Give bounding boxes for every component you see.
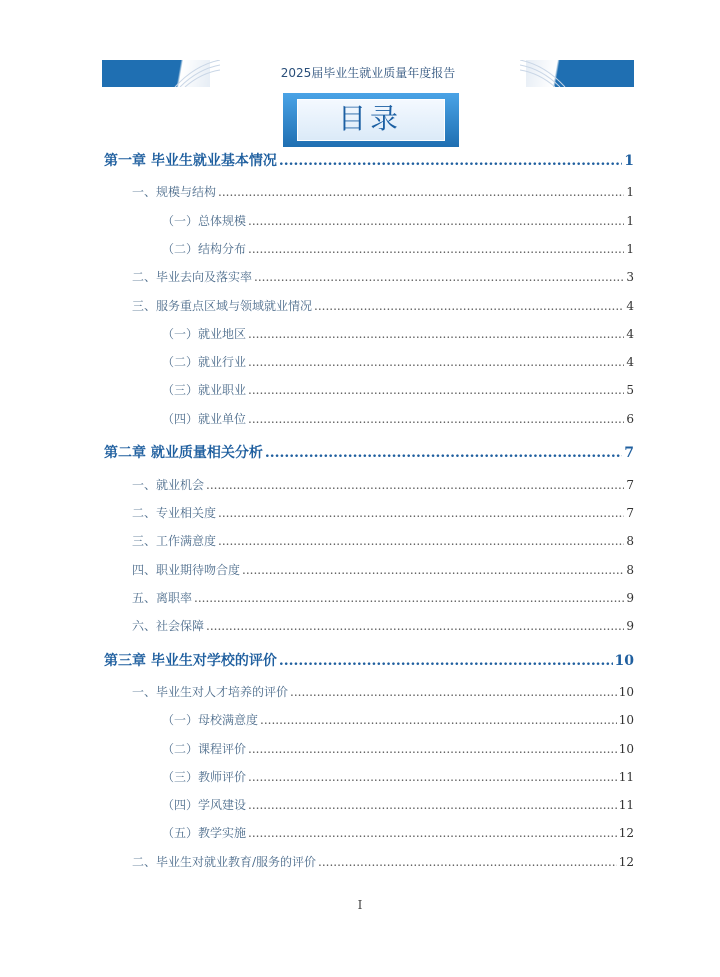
toc-entry-title: 三、服务重点区域与领域就业情况: [132, 299, 313, 313]
toc-leader-dots: [248, 742, 617, 756]
toc-entry-page: 9: [626, 591, 634, 605]
toc-entry-page: 5: [626, 383, 634, 397]
toc-entry-sub[interactable]: [162, 325, 634, 342]
toc-entry-page: 8: [626, 563, 634, 577]
toc-leader-dots: [279, 153, 622, 169]
toc-entry-chapter[interactable]: [104, 150, 634, 170]
toc-entry-section[interactable]: [132, 183, 634, 200]
report-header-title: 2025届毕业生就业质量年度报告: [280, 66, 456, 80]
toc-leader-dots: [279, 653, 613, 669]
toc-leader-dots: [206, 619, 624, 633]
toc-entry-section[interactable]: [132, 268, 634, 285]
toc-entry-title: （一）总体规模: [162, 214, 247, 228]
toc-entry-title: 第三章 毕业生对学校的评价: [104, 653, 277, 669]
toc-leader-dots: [318, 855, 617, 869]
toc-entry-sub[interactable]: [162, 410, 634, 427]
toc-entry-page: 10: [618, 713, 634, 727]
toc-entry-page: 9: [626, 619, 634, 633]
toc-entry-title: （四）就业单位: [162, 412, 247, 426]
toc-leader-dots: [248, 383, 624, 397]
toc-entry-title: 第二章 就业质量相关分析: [104, 445, 263, 461]
toc-entry-section[interactable]: [132, 297, 634, 314]
toc-title: 目录: [337, 102, 402, 135]
toc-leader-dots: [248, 798, 617, 812]
toc-entry-sub[interactable]: [162, 212, 634, 229]
toc-leader-dots: [248, 412, 624, 426]
toc-entry-title: （四）学风建设: [162, 798, 247, 812]
toc-entry-page: 10: [618, 685, 634, 699]
toc-entry-sub[interactable]: [162, 240, 634, 257]
toc-entry-title: 二、毕业生对就业教育/服务的评价: [132, 855, 317, 869]
toc-entry-section[interactable]: [132, 476, 634, 493]
toc-entry-sub[interactable]: [162, 768, 634, 785]
toc-entry-page: 1: [626, 185, 634, 199]
toc-banner: [283, 93, 459, 147]
toc-leader-dots: [218, 185, 624, 199]
toc-entry-title: 二、专业相关度: [132, 506, 217, 520]
toc-entry-page: 8: [626, 534, 634, 548]
toc-leader-dots: [206, 478, 624, 492]
toc-entry-page: 6: [626, 412, 634, 426]
toc-entry-chapter[interactable]: [104, 442, 634, 462]
toc-entry-page: 1: [626, 214, 634, 228]
toc-entry-sub[interactable]: [162, 740, 634, 757]
toc-leader-dots: [242, 563, 624, 577]
toc-entry-title: 一、毕业生对人才培养的评价: [132, 685, 289, 699]
toc-leader-dots: [248, 327, 624, 341]
toc-entry-title: 一、就业机会: [132, 478, 205, 492]
toc-entry-title: （二）就业行业: [162, 355, 247, 369]
toc-entry-title: （三）就业职业: [162, 383, 247, 397]
toc-entry-section[interactable]: [132, 589, 634, 606]
toc-entry-sub[interactable]: [162, 353, 634, 370]
toc-entry-title: 一、规模与结构: [132, 185, 217, 199]
toc-entry-title: （二）结构分布: [162, 242, 247, 256]
toc-entry-section[interactable]: [132, 504, 634, 521]
toc-entry-title: （五）教学实施: [162, 826, 247, 840]
toc-leader-dots: [218, 506, 624, 520]
toc-entry-page: 10: [614, 653, 634, 669]
toc-leader-dots: [314, 299, 624, 313]
toc-entry-title: 第一章 毕业生就业基本情况: [104, 153, 277, 169]
toc-entry-chapter[interactable]: [104, 650, 634, 670]
toc-entry-section[interactable]: [132, 561, 634, 578]
toc-leader-dots: [254, 270, 624, 284]
toc-entry-section[interactable]: [132, 853, 634, 870]
toc-entry-page: 7: [626, 478, 634, 492]
toc-entry-page: 1: [624, 153, 634, 169]
toc-entry-title: 五、离职率: [132, 591, 193, 605]
toc-entry-page: 12: [618, 855, 634, 869]
toc-entry-title: 二、毕业去向及落实率: [132, 270, 253, 284]
page-number: I: [357, 898, 363, 912]
toc-entry-sub[interactable]: [162, 824, 634, 841]
toc-leader-dots: [248, 826, 617, 840]
toc-leader-dots: [265, 445, 622, 461]
toc-leader-dots: [260, 713, 617, 727]
toc-leader-dots: [248, 242, 624, 256]
toc-entry-section[interactable]: [132, 617, 634, 634]
toc-entry-title: （一）母校满意度: [162, 713, 259, 727]
toc-leader-dots: [194, 591, 624, 605]
toc-entry-title: （一）就业地区: [162, 327, 247, 341]
toc-entry-page: 7: [626, 506, 634, 520]
toc-leader-dots: [248, 214, 624, 228]
toc-leader-dots: [290, 685, 617, 699]
toc-entry-page: 12: [618, 826, 634, 840]
toc-entry-title: （三）教师评价: [162, 770, 247, 784]
header-right-arcs: [520, 60, 570, 87]
toc-entry-page: 4: [626, 299, 634, 313]
toc-entry-page: 3: [626, 270, 634, 284]
toc-leader-dots: [218, 534, 624, 548]
toc-entry-title: 四、职业期待吻合度: [132, 563, 241, 577]
toc-entry-page: 1: [626, 242, 634, 256]
toc-leader-dots: [248, 770, 617, 784]
toc-entry-page: 7: [624, 445, 634, 461]
toc-entry-title: 三、工作满意度: [132, 534, 217, 548]
toc-entry-page: 4: [626, 327, 634, 341]
toc-entry-section[interactable]: [132, 532, 634, 549]
toc-entry-page: 11: [618, 770, 634, 784]
toc-entry-title: 六、社会保障: [132, 619, 205, 633]
toc-entry-sub[interactable]: [162, 381, 634, 398]
toc-entry-page: 11: [618, 798, 634, 812]
toc-entry-sub[interactable]: [162, 711, 634, 728]
toc-entry-page: 10: [618, 742, 634, 756]
toc-entry-section[interactable]: [132, 683, 634, 700]
toc-entry-title: （二）课程评价: [162, 742, 247, 756]
toc-entry-page: 4: [626, 355, 634, 369]
toc-leader-dots: [248, 355, 624, 369]
toc-entry-sub[interactable]: [162, 796, 634, 813]
